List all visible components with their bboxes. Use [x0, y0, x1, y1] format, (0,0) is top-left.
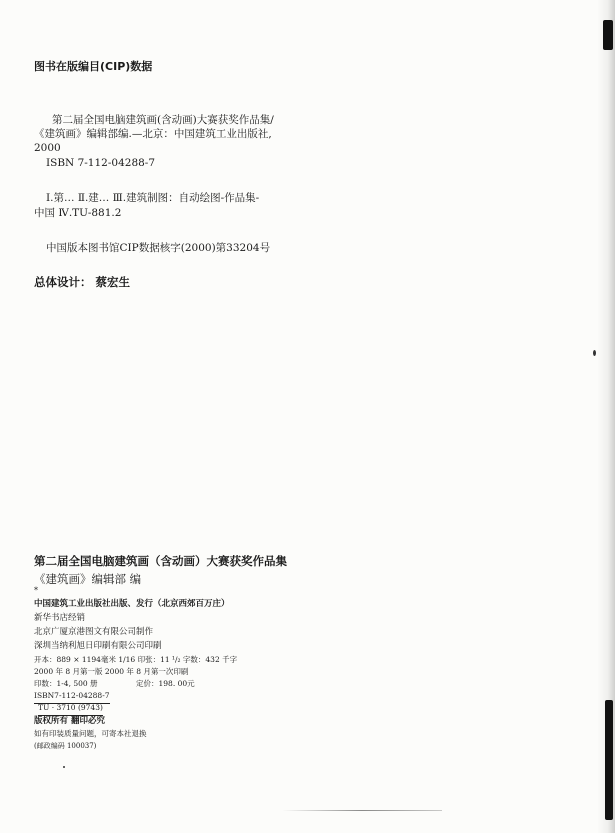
book-editor: 《建筑画》编辑部 编 — [34, 572, 142, 586]
publisher-line: 中国建筑工业出版社出版、发行（北京西郊百万庄） — [34, 599, 230, 609]
printer-line: 深圳当纳利旭日印刷有限公司印刷 — [34, 641, 162, 651]
scan-dust-dot — [63, 766, 65, 768]
cip-subject-line-2: 中国 Ⅳ.TU-881.2 — [34, 207, 122, 219]
copyright-notice: 版权所有 翻印必究 — [34, 716, 105, 726]
scan-edge-mark — [605, 700, 613, 820]
edition-line: 2000 年 8 月第一版 2000 年 8 月第一次印刷 — [34, 667, 189, 676]
return-note: 如有印装质量问题，可寄本社退换 — [34, 729, 147, 738]
cip-library-note: 中国版本图书馆CIP数据核字(2000)第33204号 — [46, 242, 271, 254]
postal-code: (邮政编码 100037) — [34, 742, 97, 750]
imprint-isbn: ISBN7-112-04288-7 — [34, 690, 110, 704]
cip-isbn: ISBN 7-112-04288-7 — [46, 157, 156, 169]
cip-heading: 图书在版编目(CIP)数据 — [34, 60, 153, 73]
scan-bottom-line — [282, 810, 442, 811]
format-line: 开本：889 × 1194毫米 1/16 印张：11 ¹/₂ 字数：432 千字 — [34, 655, 238, 664]
distributor-line: 新华书店经销 — [34, 613, 86, 623]
typesetter-line: 北京广厦京港图文有限公司制作 — [34, 627, 154, 637]
scan-dust-dot — [593, 350, 596, 356]
cip-subject-line-1: Ⅰ.第… Ⅱ.建… Ⅲ.建筑制图：自动绘图-作品集- — [46, 192, 260, 204]
cip-record-line-3: 2000 — [34, 142, 61, 154]
classification-number: TU · 3710 (9743) — [38, 702, 103, 716]
book-title: 第二届全国电脑建筑画（含动画）大赛获奖作品集 — [34, 554, 287, 568]
designer-credit: 总体设计： 蔡宏生 — [34, 275, 131, 289]
cip-record-line-1: 第二届全国电脑建筑画(含动画)大赛获奖作品集/ — [52, 114, 274, 126]
print-run: 印数：1-4, 500 册 — [34, 679, 98, 688]
separator-star: * — [34, 586, 38, 595]
scan-edge-mark — [603, 20, 613, 50]
cip-record-line-2: 《建筑画》编辑部编.—北京：中国建筑工业出版社, — [34, 128, 272, 140]
price: 定价：198. 00元 — [136, 679, 195, 688]
